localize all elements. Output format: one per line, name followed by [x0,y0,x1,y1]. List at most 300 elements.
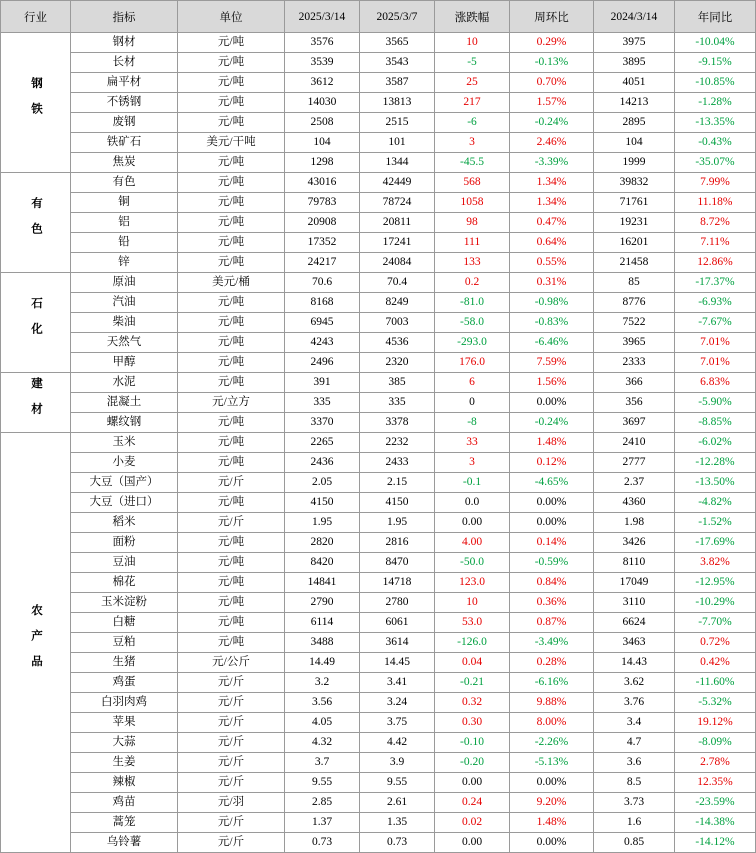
table-row [1,573,756,593]
change-cell: 53.0 [435,613,510,633]
table-row [1,513,756,533]
change-cell: 6 [435,373,510,393]
table-body [1,33,756,853]
value-prev-week-cell: 78724 [360,193,435,213]
change-cell: -126.0 [435,633,510,653]
yoy-cell: -8.09% [675,733,756,753]
value-current-cell: 391 [285,373,360,393]
table-row [1,653,756,673]
value-current-cell: 20908 [285,213,360,233]
change-cell: 10 [435,593,510,613]
wow-cell: 1.34% [510,173,594,193]
indicator-cell: 鸡苗 [71,793,178,813]
value-prev-year-cell: 0.85 [594,833,675,853]
indicator-cell: 废钢 [71,113,178,133]
indicator-cell: 白羽肉鸡 [71,693,178,713]
value-prev-week-cell: 2780 [360,593,435,613]
wow-cell: -6.46% [510,333,594,353]
table-row [1,433,756,453]
indicator-cell: 稻米 [71,513,178,533]
value-prev-week-cell: 3565 [360,33,435,53]
value-prev-week-cell: 3378 [360,413,435,433]
change-cell: 0.24 [435,793,510,813]
indicator-cell: 鸡蛋 [71,673,178,693]
change-cell: -0.10 [435,733,510,753]
change-cell: -50.0 [435,553,510,573]
value-prev-year-cell: 71761 [594,193,675,213]
wow-cell: 0.87% [510,613,594,633]
unit-cell: 元/斤 [178,813,285,833]
value-current-cell: 2.05 [285,473,360,493]
header-date-current: 2025/3/14 [285,1,360,33]
change-cell: -0.21 [435,673,510,693]
value-prev-week-cell: 14.45 [360,653,435,673]
value-prev-week-cell: 3.24 [360,693,435,713]
unit-cell: 美元/干吨 [178,133,285,153]
indicator-cell: 豆粕 [71,633,178,653]
change-cell: -81.0 [435,293,510,313]
table-row [1,453,756,473]
indicator-cell: 铜 [71,193,178,213]
table-row [1,133,756,153]
table-row [1,633,756,653]
change-cell: -5 [435,53,510,73]
value-prev-year-cell: 3.6 [594,753,675,773]
value-prev-week-cell: 6061 [360,613,435,633]
value-prev-week-cell: 3.75 [360,713,435,733]
table-row [1,833,756,853]
wow-cell: 0.31% [510,273,594,293]
value-prev-week-cell: 2.61 [360,793,435,813]
unit-cell: 元/吨 [178,453,285,473]
industry-cell: 钢铁 [1,33,71,173]
value-prev-year-cell: 3697 [594,413,675,433]
wow-cell: 0.14% [510,533,594,553]
wow-cell: 0.84% [510,573,594,593]
table-row [1,373,756,393]
value-current-cell: 3.56 [285,693,360,713]
change-cell: -293.0 [435,333,510,353]
unit-cell: 元/吨 [178,33,285,53]
unit-cell: 元/吨 [178,53,285,73]
value-current-cell: 104 [285,133,360,153]
header-date-prev-year: 2024/3/14 [594,1,675,33]
indicator-cell: 生姜 [71,753,178,773]
indicator-cell: 汽油 [71,293,178,313]
value-prev-year-cell: 4.7 [594,733,675,753]
yoy-cell: -1.52% [675,513,756,533]
change-cell: 0.32 [435,693,510,713]
wow-cell: 0.28% [510,653,594,673]
value-prev-year-cell: 8776 [594,293,675,313]
unit-cell: 元/吨 [178,153,285,173]
yoy-cell: -5.32% [675,693,756,713]
value-prev-year-cell: 1.6 [594,813,675,833]
unit-cell: 元/斤 [178,773,285,793]
change-cell: -0.20 [435,753,510,773]
value-current-cell: 0.73 [285,833,360,853]
unit-cell: 元/吨 [178,433,285,453]
change-cell: 217 [435,93,510,113]
value-prev-week-cell: 3543 [360,53,435,73]
wow-cell: 0.47% [510,213,594,233]
yoy-cell: -7.67% [675,313,756,333]
unit-cell: 元/吨 [178,213,285,233]
value-prev-week-cell: 8249 [360,293,435,313]
yoy-cell: -17.37% [675,273,756,293]
change-cell: -0.1 [435,473,510,493]
change-cell: 0 [435,393,510,413]
unit-cell: 元/斤 [178,513,285,533]
value-prev-week-cell: 3.9 [360,753,435,773]
yoy-cell: -17.69% [675,533,756,553]
yoy-cell: 19.12% [675,713,756,733]
wow-cell: 1.34% [510,193,594,213]
unit-cell: 元/吨 [178,113,285,133]
value-current-cell: 2790 [285,593,360,613]
value-prev-year-cell: 14.43 [594,653,675,673]
indicator-cell: 天然气 [71,333,178,353]
table-row [1,613,756,633]
unit-cell: 元/吨 [178,193,285,213]
value-current-cell: 8168 [285,293,360,313]
industry-cell: 建材 [1,373,71,433]
value-prev-week-cell: 70.4 [360,273,435,293]
industry-cell: 农产品 [1,433,71,853]
header-date-prev-week: 2025/3/7 [360,1,435,33]
header-indicator: 指标 [71,1,178,33]
wow-cell: -5.13% [510,753,594,773]
value-prev-week-cell: 3.41 [360,673,435,693]
table-row [1,813,756,833]
indicator-cell: 生猪 [71,653,178,673]
table-row [1,413,756,433]
change-cell: 3 [435,133,510,153]
wow-cell: 0.29% [510,33,594,53]
header-wow: 周环比 [510,1,594,33]
value-prev-year-cell: 3.4 [594,713,675,733]
table-row [1,733,756,753]
unit-cell: 元/斤 [178,833,285,853]
indicator-cell: 长材 [71,53,178,73]
yoy-cell: -6.02% [675,433,756,453]
wow-cell: -6.16% [510,673,594,693]
unit-cell: 元/羽 [178,793,285,813]
value-prev-year-cell: 3965 [594,333,675,353]
value-prev-year-cell: 1999 [594,153,675,173]
unit-cell: 元/吨 [178,173,285,193]
table-row [1,153,756,173]
unit-cell: 元/吨 [178,633,285,653]
wow-cell: 1.56% [510,373,594,393]
indicator-cell: 铁矿石 [71,133,178,153]
indicator-cell: 乌铃薯 [71,833,178,853]
value-prev-year-cell: 3426 [594,533,675,553]
table-row [1,93,756,113]
value-current-cell: 6945 [285,313,360,333]
unit-cell: 元/吨 [178,313,285,333]
value-current-cell: 4150 [285,493,360,513]
indicator-cell: 面粉 [71,533,178,553]
value-current-cell: 6114 [285,613,360,633]
value-prev-week-cell: 0.73 [360,833,435,853]
unit-cell: 元/斤 [178,733,285,753]
unit-cell: 元/斤 [178,473,285,493]
unit-cell: 元/吨 [178,293,285,313]
value-prev-year-cell: 3975 [594,33,675,53]
yoy-cell: 11.18% [675,193,756,213]
indicator-cell: 柴油 [71,313,178,333]
table-row [1,193,756,213]
wow-cell: 1.48% [510,813,594,833]
table-row [1,473,756,493]
value-prev-year-cell: 3110 [594,593,675,613]
change-cell: 0.00 [435,833,510,853]
industry-cell: 石化 [1,273,71,373]
change-cell: -45.5 [435,153,510,173]
indicator-cell: 大豆（国产） [71,473,178,493]
wow-cell: -3.49% [510,633,594,653]
value-prev-year-cell: 6624 [594,613,675,633]
yoy-cell: -23.59% [675,793,756,813]
unit-cell: 元/吨 [178,373,285,393]
value-prev-year-cell: 2895 [594,113,675,133]
value-prev-week-cell: 42449 [360,173,435,193]
change-cell: 98 [435,213,510,233]
change-cell: 0.0 [435,493,510,513]
value-prev-year-cell: 2777 [594,453,675,473]
value-prev-year-cell: 1.98 [594,513,675,533]
value-prev-year-cell: 366 [594,373,675,393]
value-prev-year-cell: 8110 [594,553,675,573]
value-current-cell: 14841 [285,573,360,593]
value-prev-year-cell: 2.37 [594,473,675,493]
indicator-cell: 小麦 [71,453,178,473]
value-current-cell: 3539 [285,53,360,73]
yoy-cell: -10.29% [675,593,756,613]
indicator-cell: 大豆（进口） [71,493,178,513]
value-current-cell: 2508 [285,113,360,133]
indicator-cell: 铝 [71,213,178,233]
value-current-cell: 3370 [285,413,360,433]
change-cell: 1058 [435,193,510,213]
table-row [1,673,756,693]
table-row [1,293,756,313]
indicator-cell: 苹果 [71,713,178,733]
value-current-cell: 4.05 [285,713,360,733]
yoy-cell: 7.99% [675,173,756,193]
table-row [1,753,756,773]
value-prev-week-cell: 7003 [360,313,435,333]
table-row [1,713,756,733]
value-prev-year-cell: 2410 [594,433,675,453]
value-current-cell: 2496 [285,353,360,373]
table-row [1,273,756,293]
unit-cell: 元/吨 [178,353,285,373]
value-current-cell: 4243 [285,333,360,353]
value-current-cell: 2436 [285,453,360,473]
yoy-cell: 6.83% [675,373,756,393]
change-cell: 176.0 [435,353,510,373]
yoy-cell: -11.60% [675,673,756,693]
value-current-cell: 335 [285,393,360,413]
value-prev-week-cell: 101 [360,133,435,153]
value-prev-year-cell: 4051 [594,73,675,93]
value-prev-year-cell: 2333 [594,353,675,373]
indicator-cell: 焦炭 [71,153,178,173]
yoy-cell: -35.07% [675,153,756,173]
yoy-cell: -13.50% [675,473,756,493]
value-prev-week-cell: 9.55 [360,773,435,793]
value-prev-week-cell: 2.15 [360,473,435,493]
change-cell: 25 [435,73,510,93]
value-prev-year-cell: 39832 [594,173,675,193]
wow-cell: 0.55% [510,253,594,273]
wow-cell: 0.00% [510,393,594,413]
unit-cell: 元/吨 [178,613,285,633]
change-cell: 33 [435,433,510,453]
wow-cell: 0.70% [510,73,594,93]
yoy-cell: 3.82% [675,553,756,573]
value-prev-year-cell: 3.62 [594,673,675,693]
value-prev-week-cell: 1.35 [360,813,435,833]
wow-cell: 1.57% [510,93,594,113]
value-prev-week-cell: 4536 [360,333,435,353]
indicator-cell: 豆油 [71,553,178,573]
table-row [1,553,756,573]
unit-cell: 元/斤 [178,753,285,773]
change-cell: -8 [435,413,510,433]
wow-cell: 9.20% [510,793,594,813]
yoy-cell: -13.35% [675,113,756,133]
value-current-cell: 1298 [285,153,360,173]
table-row [1,533,756,553]
value-prev-year-cell: 17049 [594,573,675,593]
value-prev-year-cell: 104 [594,133,675,153]
change-cell: -6 [435,113,510,133]
value-current-cell: 1.95 [285,513,360,533]
header-row [1,1,756,33]
indicator-cell: 铅 [71,233,178,253]
value-current-cell: 3576 [285,33,360,53]
header-yoy: 年同比 [675,1,756,33]
yoy-cell: -12.95% [675,573,756,593]
change-cell: 0.00 [435,513,510,533]
yoy-cell: -14.12% [675,833,756,853]
value-current-cell: 17352 [285,233,360,253]
yoy-cell: 12.86% [675,253,756,273]
change-cell: 133 [435,253,510,273]
unit-cell: 元/吨 [178,233,285,253]
indicator-cell: 玉米淀粉 [71,593,178,613]
yoy-cell: 7.11% [675,233,756,253]
change-cell: 0.02 [435,813,510,833]
table-row [1,393,756,413]
yoy-cell: -12.28% [675,453,756,473]
table-row [1,693,756,713]
table-row [1,493,756,513]
table-row [1,113,756,133]
unit-cell: 元/吨 [178,333,285,353]
change-cell: 3 [435,453,510,473]
table-row [1,213,756,233]
yoy-cell: -0.43% [675,133,756,153]
value-current-cell: 70.6 [285,273,360,293]
value-prev-year-cell: 3895 [594,53,675,73]
change-cell: 568 [435,173,510,193]
table-row [1,53,756,73]
value-prev-week-cell: 2320 [360,353,435,373]
wow-cell: 0.64% [510,233,594,253]
unit-cell: 元/吨 [178,493,285,513]
value-current-cell: 2.85 [285,793,360,813]
yoy-cell: 12.35% [675,773,756,793]
header-industry: 行业 [1,1,71,33]
value-prev-year-cell: 4360 [594,493,675,513]
unit-cell: 元/吨 [178,93,285,113]
indicator-cell: 锌 [71,253,178,273]
change-cell: 4.00 [435,533,510,553]
indicator-cell: 玉米 [71,433,178,453]
value-current-cell: 9.55 [285,773,360,793]
value-current-cell: 2820 [285,533,360,553]
yoy-cell: -7.70% [675,613,756,633]
unit-cell: 元/斤 [178,673,285,693]
value-prev-week-cell: 4150 [360,493,435,513]
yoy-cell: -9.15% [675,53,756,73]
indicator-cell: 大蒜 [71,733,178,753]
indicator-cell: 螺纹钢 [71,413,178,433]
header-unit: 单位 [178,1,285,33]
industry-cell: 有色 [1,173,71,273]
table-row [1,33,756,53]
value-prev-year-cell: 8.5 [594,773,675,793]
unit-cell: 元/吨 [178,413,285,433]
value-prev-year-cell: 85 [594,273,675,293]
wow-cell: -4.65% [510,473,594,493]
value-current-cell: 8420 [285,553,360,573]
yoy-cell: -14.38% [675,813,756,833]
value-current-cell: 3488 [285,633,360,653]
unit-cell: 元/吨 [178,573,285,593]
table-row [1,773,756,793]
value-prev-week-cell: 3614 [360,633,435,653]
change-cell: 0.30 [435,713,510,733]
table-row [1,793,756,813]
value-current-cell: 14.49 [285,653,360,673]
indicator-cell: 有色 [71,173,178,193]
change-cell: 123.0 [435,573,510,593]
value-prev-year-cell: 3463 [594,633,675,653]
wow-cell: 8.00% [510,713,594,733]
value-prev-week-cell: 2816 [360,533,435,553]
yoy-cell: -1.28% [675,93,756,113]
value-prev-year-cell: 21458 [594,253,675,273]
change-cell: -58.0 [435,313,510,333]
value-prev-year-cell: 7522 [594,313,675,333]
wow-cell: -0.24% [510,113,594,133]
wow-cell: 0.00% [510,513,594,533]
wow-cell: 1.48% [510,433,594,453]
value-current-cell: 43016 [285,173,360,193]
wow-cell: 2.46% [510,133,594,153]
value-prev-week-cell: 335 [360,393,435,413]
value-prev-week-cell: 1344 [360,153,435,173]
indicator-cell: 白糖 [71,613,178,633]
change-cell: 111 [435,233,510,253]
value-prev-week-cell: 2433 [360,453,435,473]
wow-cell: 0.12% [510,453,594,473]
